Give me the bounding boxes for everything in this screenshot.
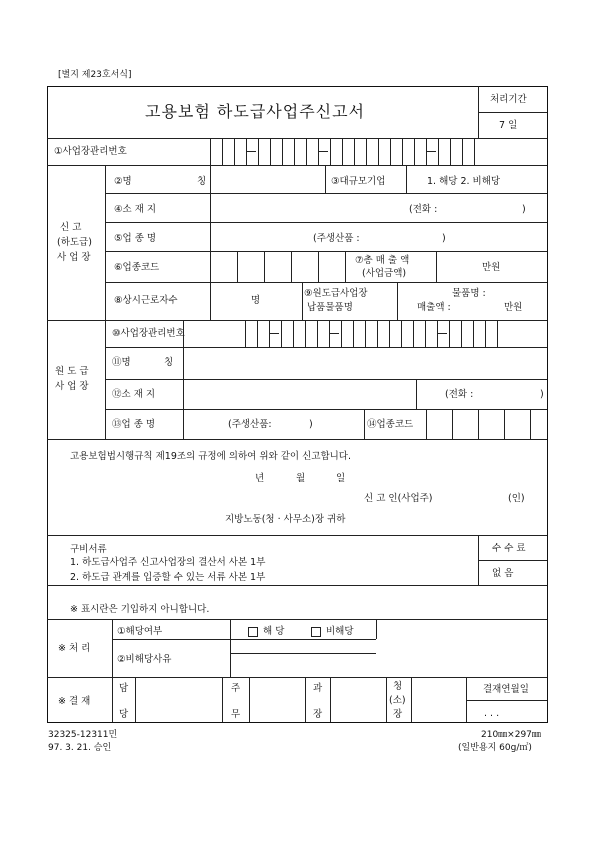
approval-manager-sign-box[interactable] [250, 678, 304, 721]
attachment-item-2: 2. 하도급 관계를 입증할 수 있는 서류 사본 1부 [70, 572, 266, 583]
reporter-section-label-1: 신 고 [60, 222, 82, 233]
large-corp-label: ③대규모기업 [331, 176, 386, 187]
reporter-workers-label: ⑧상시근로자수 [114, 295, 178, 306]
approval-date-note: 97. 3. 21. 승인 [48, 743, 112, 753]
approval-chief-label-bottom: 장 [313, 709, 323, 720]
biz-mgmt-no-label: ①사업장관리번호 [54, 146, 127, 157]
approval-director-label-bottom: 장 [393, 709, 403, 720]
attachment-item-1: 1. 하도급사업주 신고사업장의 결산서 사본 1부 [70, 557, 266, 568]
fee-label: 수 수 료 [492, 543, 526, 554]
processing-period-label: 처리기간 [490, 94, 527, 105]
reporter-name-field[interactable] [212, 167, 322, 193]
approval-manager-label-top: 주 [231, 683, 241, 694]
approval-manager-label-bottom: 무 [231, 709, 241, 720]
prime-section-label-2: 사 업 장 [55, 381, 89, 392]
non-applicable-reason-field[interactable] [232, 655, 544, 675]
form-number-label: [별지 제23호서식] [58, 70, 132, 80]
supply-label-2: 납품물품명 [307, 302, 353, 313]
approval-chief-sign-box[interactable] [331, 678, 385, 721]
approval-director-label-top: 청 [393, 681, 403, 692]
declaration-statement: 고용보험법시행규칙 제19조의 규정에 의하여 위와 같이 신고합니다. [70, 451, 352, 462]
approval-staff-label-bottom: 당 [119, 709, 129, 720]
fee-value: 없 음 [492, 568, 514, 579]
reporter-sales-sublabel: (사업금액) [362, 268, 407, 279]
form-title: 고용보험 하도급사업주신고서 [145, 102, 366, 121]
reporter-sales-label: ⑦총 매 출 액 [355, 255, 410, 266]
reporter-section-label-3: 사 업 장 [57, 252, 91, 263]
applicable-yes-label: 해 당 [263, 626, 285, 637]
applicable-yes-checkbox[interactable] [248, 627, 258, 637]
goods-name-label: 물품명 : [452, 288, 486, 299]
reporter-address-field[interactable] [212, 195, 402, 221]
approval-date-value[interactable]: . . . [484, 708, 500, 719]
processing-period-value: 7 일 [499, 120, 518, 131]
reporter-workers-unit: 명 [251, 295, 261, 306]
approval-staff-label-top: 담 [119, 683, 129, 694]
date-day-label: 일 [336, 473, 346, 484]
goods-sales-unit: 만원 [504, 302, 523, 313]
form-code: 32325-12311민 [48, 730, 118, 740]
reporter-name-label: ②명 [114, 176, 132, 187]
approval-date-label: 결재연월일 [483, 684, 529, 695]
reporter-address-label: ④소 재 지 [114, 204, 157, 215]
approval-section-label: ※ 결 재 [58, 696, 91, 707]
reporter-phone-close: ) [522, 204, 526, 215]
date-year-label: 년 [255, 473, 265, 484]
approval-chief-label-top: 과 [313, 683, 323, 694]
processing-section-label: ※ 처 리 [58, 643, 91, 654]
prime-address-label: ⑫소 재 지 [112, 389, 156, 400]
note-text: ※ 표시란은 기입하지 아니합니다. [70, 604, 210, 615]
reporter-name-label-end: 칭 [197, 176, 207, 187]
seal-label: (인) [508, 493, 525, 504]
prime-name-field[interactable] [185, 349, 545, 377]
prime-name-label-end: 칭 [164, 357, 174, 368]
prime-name-label: ⑪명 [112, 357, 131, 368]
reporter-industry-label: ⑤업 종 명 [114, 233, 157, 244]
prime-section-label-1: 원 도 급 [55, 366, 89, 377]
approval-director-sign-box[interactable] [412, 678, 465, 721]
reporter-signature-label: 신 고 인(사업주) [364, 493, 433, 504]
reporter-industry-code-label: ⑥업종코드 [114, 262, 160, 273]
attachments-title: 구비서류 [70, 544, 107, 555]
supply-label-1: ⑨원도급사업장 [304, 288, 368, 299]
prime-mgmt-no-label: ⑩사업장관리번호 [112, 328, 185, 339]
goods-sales-label: 매출액 : [417, 302, 451, 313]
reporter-main-product-close: ) [442, 233, 446, 244]
prime-address-field[interactable] [185, 381, 413, 407]
paper-size: 210㎜×297㎜ [481, 730, 541, 740]
applicable-no-checkbox[interactable] [311, 627, 321, 637]
approval-staff-sign-box[interactable] [136, 678, 221, 721]
reporter-section-label-2: (하도급) [57, 237, 92, 248]
approval-director-label-mid: (소) [389, 695, 406, 706]
date-month-label: 월 [296, 473, 306, 484]
prime-phone-close: ) [540, 389, 544, 400]
prime-industry-label: ⑬업 종 명 [112, 419, 156, 430]
paper-type: (일반용지 60g/㎡) [458, 743, 532, 753]
prime-main-product-close: ) [309, 419, 313, 430]
applicable-label: ①해당여부 [117, 626, 163, 637]
large-corp-options[interactable]: 1. 해당 2. 비해당 [427, 176, 501, 187]
prime-phone-label: (전화 : [445, 389, 474, 400]
non-applicable-reason-label: ②비해당사유 [117, 654, 172, 665]
prime-industry-code-label: ⑭업종코드 [367, 419, 414, 430]
applicable-no-label: 비해당 [326, 626, 354, 637]
prime-main-product-label: (주생산품: [228, 419, 272, 430]
reporter-phone-label: (전화 : [409, 204, 438, 215]
reporter-sales-unit: 만원 [482, 262, 501, 273]
reporter-main-product-label: (주생산품 : [313, 233, 360, 244]
addressee-label: 지방노동(청 · 사무소)장 귀하 [225, 514, 346, 525]
reporter-industry-field[interactable] [212, 224, 308, 250]
